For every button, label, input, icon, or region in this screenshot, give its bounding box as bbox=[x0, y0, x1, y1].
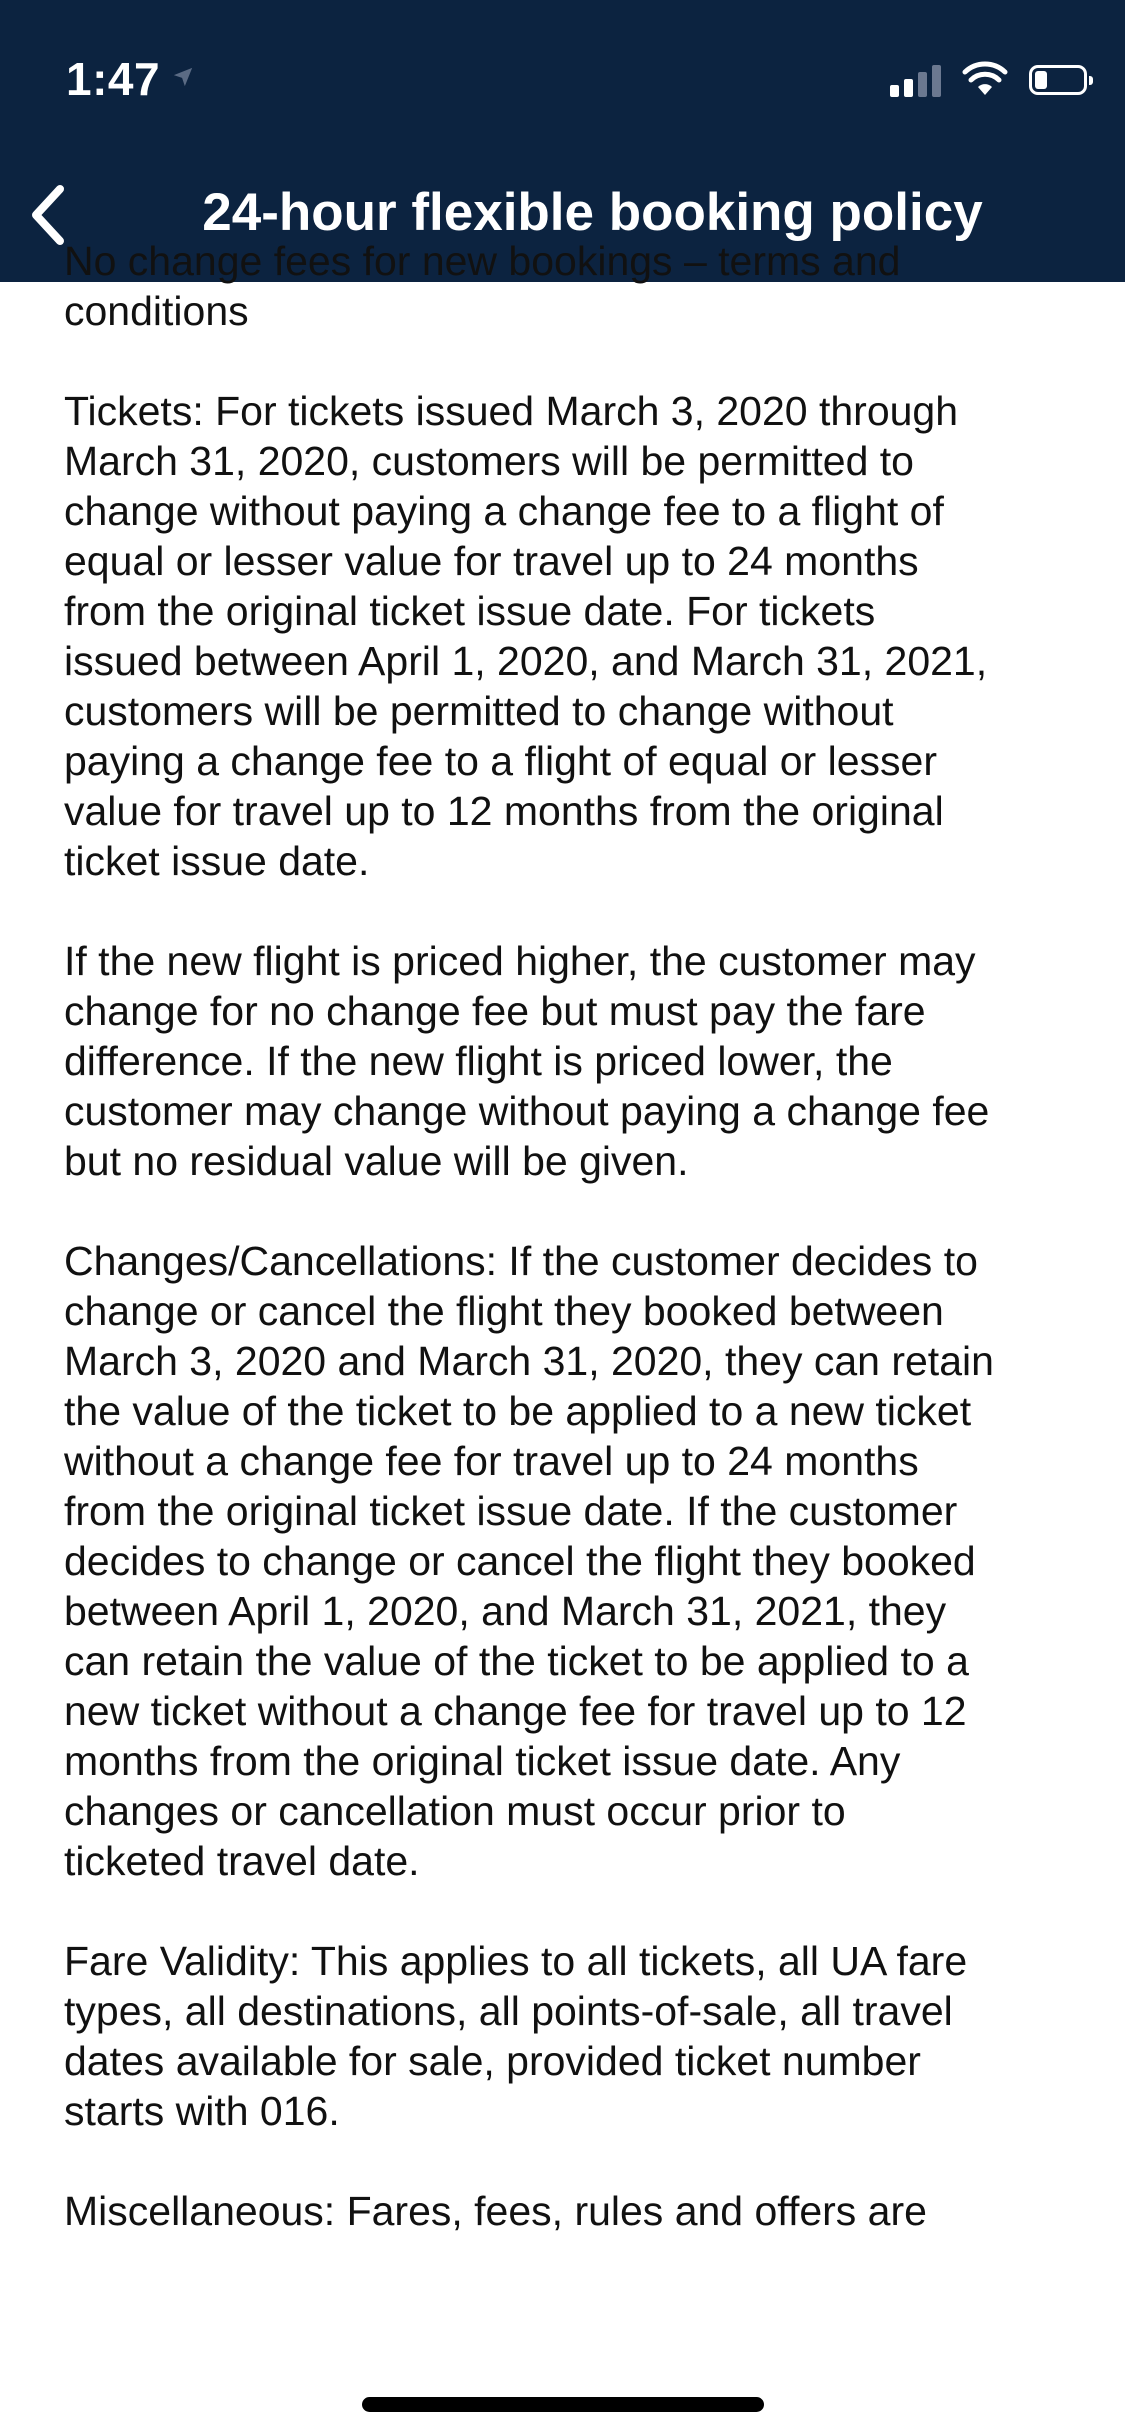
policy-paragraph-miscellaneous: Miscellaneous: Fares, fees, rules and offers are bbox=[64, 2188, 927, 2234]
home-indicator[interactable] bbox=[362, 2397, 764, 2412]
policy-scroll-view[interactable] bbox=[0, 238, 1125, 2290]
battery-icon bbox=[1029, 65, 1087, 95]
status-indicators bbox=[890, 60, 1087, 100]
policy-paragraph-changes-cancellations: Changes/Cancellations: If the customer decides to change or cancel the flight they booked between March 3, 2020 and March 31, 2020, they can retain the value of the ticket to be applied to a new ticket without a change fee for travel up to 24 months from the original ticket issue date. If the customer decides to change or cancel the flight they booked between April 1, 2020, and March 31, 2021, they can retain the value of the ticket to be applied to a new ticket without a change fee for travel up to 12 months from the original ticket issue date. Any changes or cancellation must occur prior to ticketed travel date. bbox=[64, 1238, 994, 1884]
policy-paragraph-fare-difference: If the new flight is priced higher, the customer may change for no change fee but must pay the fare difference. If the new flight is priced lower, the customer may change without paying a change fee but no residual value will be given. bbox=[64, 938, 990, 1184]
cellular-signal-icon bbox=[890, 63, 941, 97]
policy-text bbox=[64, 236, 1069, 2286]
wifi-icon bbox=[963, 63, 1007, 97]
status-time: 1:47 bbox=[66, 53, 161, 105]
policy-paragraph-tickets: Tickets: For tickets issued March 3, 2020 through March 31, 2020, customers will be permitted to change without paying a change fee to a flight of equal or lesser value for travel up to 24 months from the original ticket issue date. For tickets issued between April 1, 2020, and March 31, 2021, customers will be permitted to change without paying a change fee to a flight of equal or lesser value for travel up to 12 months from the original ticket issue date. bbox=[64, 388, 988, 884]
policy-paragraph-fare-validity: Fare Validity: This applies to all tickets, all UA fare types, all destinations, all points-of-sale, all travel dates available for sale, provided ticket number starts with 016. bbox=[64, 1938, 968, 2134]
policy-heading: No change fees for new bookings – terms and conditions bbox=[64, 238, 901, 334]
page-title: 24-hour flexible booking policy bbox=[202, 183, 983, 242]
location-arrow-icon bbox=[172, 66, 194, 88]
